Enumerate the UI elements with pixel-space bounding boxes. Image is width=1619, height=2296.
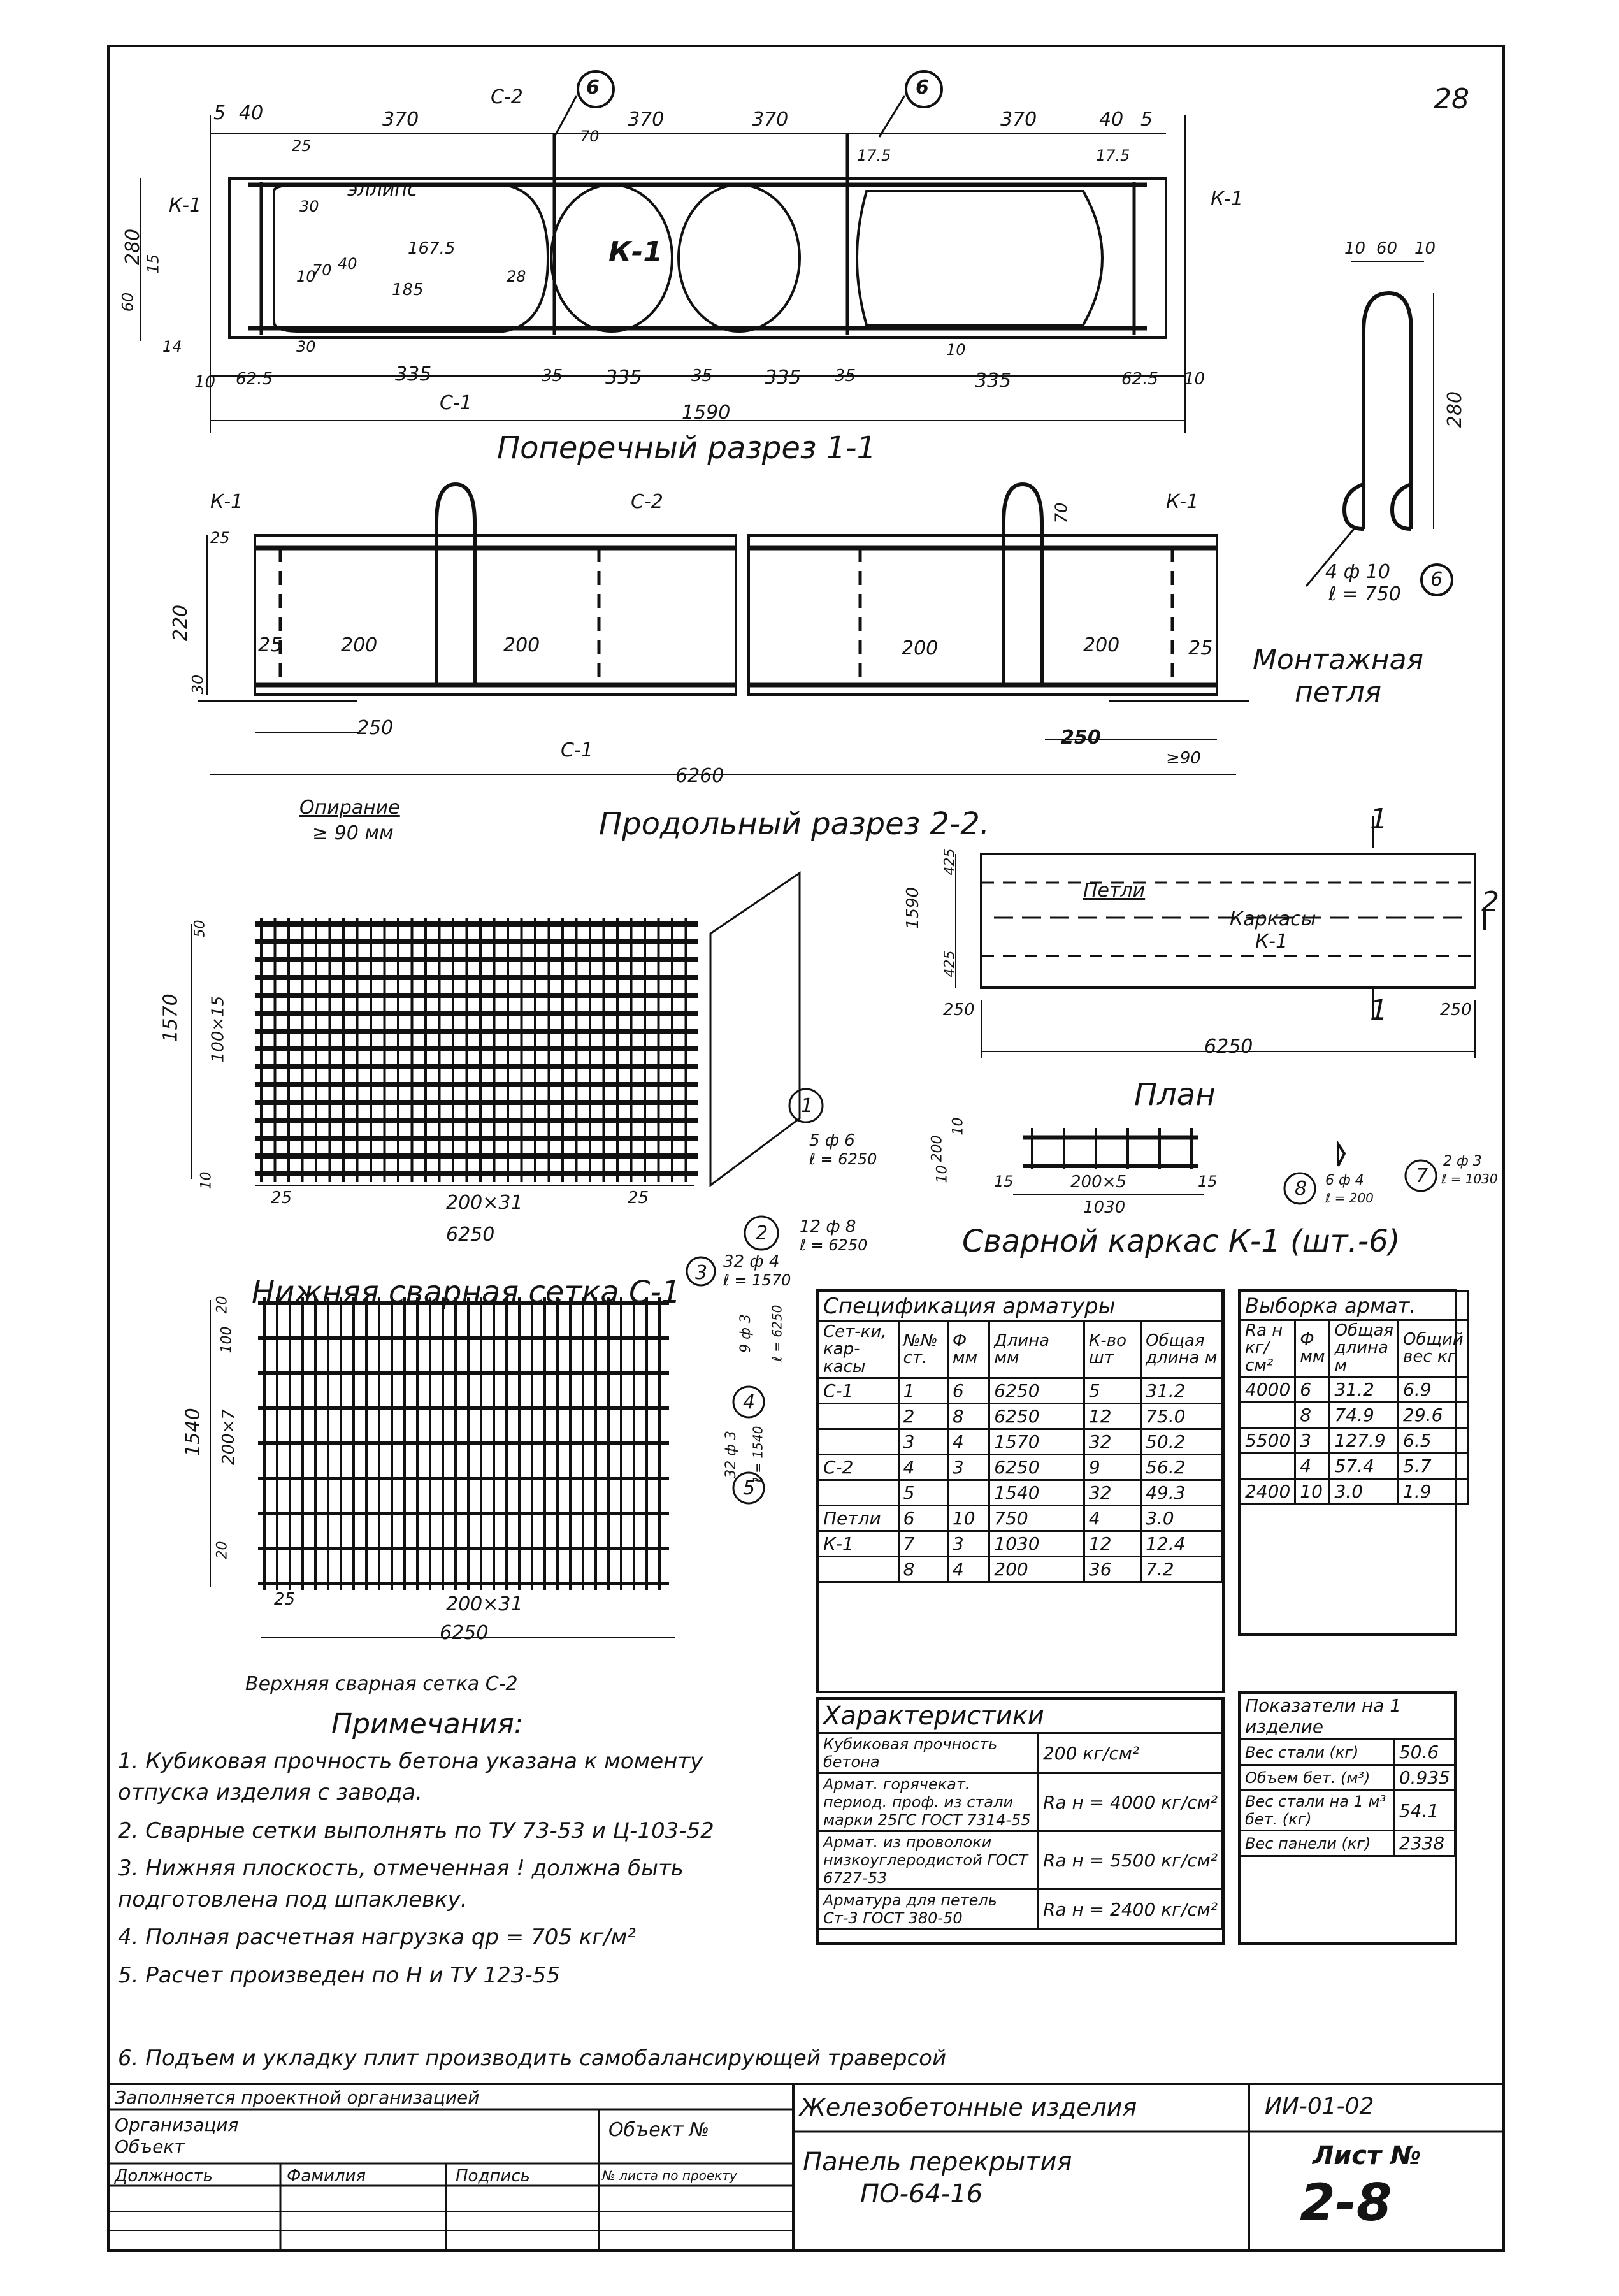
- label-ellipse: эллипс: [347, 178, 418, 201]
- mesh-c1-title: Нижняя сварная сетка С-1: [252, 1274, 681, 1310]
- spec-cell: 6250: [989, 1454, 1084, 1480]
- sel-cell: 74.9: [1330, 1402, 1399, 1427]
- loop-bar: 4 ф 10: [1325, 561, 1390, 583]
- spec-cell: 6250: [989, 1403, 1084, 1429]
- ind-cell: Вес панели (кг): [1241, 1831, 1395, 1856]
- support-label: Опирание: [299, 797, 400, 819]
- s22-dim-11: 250: [1061, 726, 1101, 749]
- sel-cell: 3: [1295, 1427, 1330, 1453]
- plan-dim-4: 250: [1440, 1000, 1472, 1020]
- spec-cell: 750: [989, 1505, 1084, 1531]
- char-row: [819, 1889, 1223, 1930]
- spec-cell: 2: [898, 1403, 947, 1429]
- char-cell: Rа н = 5500 кг/см²: [1038, 1831, 1222, 1889]
- plan-cut-1-top: 1: [1370, 803, 1388, 835]
- tb-object: Объект: [115, 2136, 185, 2157]
- dim-inner-12: 10: [946, 341, 966, 359]
- dim-bottom-4: 335: [605, 366, 642, 389]
- label-k1-center: К-1: [608, 236, 663, 268]
- dim-bottom-7: 35: [835, 366, 856, 386]
- plan-cut-1-bottom: 1: [1370, 994, 1388, 1027]
- dim-inner-8: 185: [392, 280, 424, 300]
- ind-cell: Вес стали (кг): [1241, 1740, 1395, 1765]
- ind-cell: 2338: [1394, 1831, 1455, 1856]
- spec-row: [819, 1403, 1223, 1429]
- dim-bottom-10: 10: [1184, 370, 1205, 389]
- spec-cell: К-1: [819, 1531, 899, 1556]
- ind-row: [1241, 1740, 1455, 1765]
- spec-cell: 3.0: [1141, 1505, 1223, 1531]
- spec-cell: 12: [1084, 1403, 1140, 1429]
- c1-callout-3-len: ℓ = 1570: [723, 1271, 791, 1289]
- loop-title: Монтажная петля: [1252, 644, 1424, 709]
- spec-cell: 7: [898, 1531, 947, 1556]
- ref-marker-6a: 6: [586, 76, 600, 99]
- ind-cell: Объем бет. (м³): [1241, 1765, 1395, 1791]
- ind-cell: Вес стали на 1 м³ бет. (кг): [1241, 1791, 1395, 1831]
- selection-table: [1239, 1290, 1469, 1505]
- spec-header-1: №№ ст.: [898, 1322, 947, 1378]
- c2-callout-4-len: ℓ = 6250: [769, 1304, 785, 1362]
- dim-bottom-9: 62.5: [1121, 370, 1158, 389]
- indicators-table: [1239, 1692, 1456, 1857]
- tb-mark: ПО-64-16: [860, 2179, 983, 2209]
- s22-dim-total: 6260: [675, 765, 724, 787]
- spec-cell: 4: [1084, 1505, 1140, 1531]
- indicators-title: Показатели на 1 изделие: [1241, 1693, 1455, 1740]
- loop-dim-0: 10: [1344, 239, 1366, 258]
- ind-row: [1241, 1791, 1455, 1831]
- spec-cell: [819, 1556, 899, 1582]
- c2-callout-4-text: 9 ф 3: [737, 1314, 754, 1353]
- section-2-2-title: Продольный разрез 2-2.: [599, 806, 990, 842]
- tb-filled-by: Заполняется проектной организацией: [115, 2087, 480, 2108]
- sel-cell: 127.9: [1330, 1427, 1399, 1453]
- spec-header-5: Общая длина м: [1141, 1322, 1223, 1378]
- spec-cell: 1: [898, 1378, 947, 1403]
- c1-callout-1-len: ℓ = 6250: [809, 1150, 877, 1168]
- spec-cell: С-2: [819, 1454, 899, 1480]
- loop-dim-2: 10: [1414, 239, 1436, 258]
- spec-cell: 3: [947, 1531, 989, 1556]
- sel-cell: 4000: [1241, 1376, 1295, 1402]
- k1-dim-1: 10: [950, 1117, 967, 1136]
- spec-cell: С-1: [819, 1378, 899, 1403]
- c2-dim-4: 20: [214, 1541, 231, 1559]
- spec-row: [819, 1429, 1223, 1454]
- plan-dim-3: 250: [943, 1000, 975, 1020]
- mesh-c2-graphic: [210, 1297, 764, 1638]
- loop-detail-graphic: [1306, 261, 1452, 595]
- spec-table: [817, 1290, 1223, 1583]
- sel-cell: 5.7: [1399, 1453, 1469, 1478]
- tb-sheet-value: 2-8: [1300, 2173, 1392, 2232]
- loop-dim-3: 280: [1444, 391, 1467, 428]
- char-cell: Rа н = 4000 кг/см²: [1038, 1773, 1222, 1831]
- sel-cell: [1241, 1402, 1295, 1427]
- k1-dim-4: 200×5: [1070, 1173, 1126, 1192]
- mesh-c1-graphic: [191, 873, 823, 1285]
- sel-cell: 57.4: [1330, 1453, 1399, 1478]
- char-row: [819, 1773, 1223, 1831]
- sel-cell: 5500: [1241, 1427, 1295, 1453]
- notes-title: Примечания:: [331, 1708, 524, 1740]
- spec-cell: 3: [947, 1454, 989, 1480]
- char-row: [819, 1831, 1223, 1889]
- c2-callout-5-text: 32 ф 3: [723, 1431, 739, 1478]
- spec-cell: [819, 1480, 899, 1505]
- spec-cell: 1540: [989, 1480, 1084, 1505]
- sel-cell: 6: [1295, 1376, 1330, 1402]
- c1-callout-2-len: ℓ = 6250: [800, 1236, 868, 1254]
- sel-cell: 10: [1295, 1478, 1330, 1504]
- spec-cell: 4: [947, 1556, 989, 1582]
- spec-header-2: Ф мм: [947, 1322, 989, 1378]
- sel-row: [1241, 1453, 1469, 1478]
- dim-top-4: 370: [752, 108, 789, 131]
- dim-side-0: 280: [122, 228, 145, 266]
- s22-dim-12: ≥90: [1166, 749, 1201, 768]
- ind-cell: 0.935: [1394, 1765, 1455, 1791]
- ind-row: [1241, 1765, 1455, 1791]
- spec-cell: 31.2: [1141, 1378, 1223, 1403]
- s22-dim-9: 70: [1052, 502, 1072, 524]
- spec-cell: [947, 1480, 989, 1505]
- dim-inner-0: 25: [292, 137, 312, 155]
- mesh-c2-title: Верхняя сварная сетка С-2: [245, 1673, 518, 1695]
- sel-header-1: Ф мм: [1295, 1320, 1330, 1377]
- sel-cell: 29.6: [1399, 1402, 1469, 1427]
- dim-side-3: 14: [162, 338, 182, 356]
- note-item-3: 3. Нижняя плоскость, отмеченная ! должна быть подготовлена под шпаклевку.: [118, 1855, 684, 1913]
- tb-surname: Фамилия: [287, 2167, 366, 2186]
- sel-cell: 3.0: [1330, 1478, 1399, 1504]
- dim-inner-4: 30: [299, 198, 319, 215]
- tb-product: Панель перекрытия: [803, 2148, 1072, 2177]
- sheet-number: 28: [1434, 83, 1469, 115]
- c2-dim-0: 20: [214, 1296, 231, 1314]
- s22-label-k1-right: К-1: [1166, 491, 1199, 513]
- k1-callout-8-num: 8: [1295, 1178, 1307, 1200]
- dim-bottom-6: 335: [765, 366, 802, 389]
- spec-header-4: К-во шт: [1084, 1322, 1140, 1378]
- spec-cell: 5: [1084, 1378, 1140, 1403]
- c1-callout-2-text: 12 ф 8: [800, 1217, 856, 1236]
- sel-row: [1241, 1427, 1469, 1453]
- sel-cell: 2400: [1241, 1478, 1295, 1504]
- tb-organization: Организация: [115, 2114, 239, 2135]
- plan-graphic: [956, 816, 1485, 1058]
- spec-cell: 3: [898, 1429, 947, 1454]
- characteristics-title: Характеристики: [819, 1700, 1223, 1733]
- dim-inner-10: 28: [507, 268, 526, 285]
- spec-cell: 4: [947, 1429, 989, 1454]
- c2-dim-1: 100: [219, 1326, 235, 1354]
- spec-cell: 32: [1084, 1480, 1140, 1505]
- label-k1-right: К-1: [1211, 188, 1244, 210]
- plan-label-loops: Петли: [1083, 879, 1146, 902]
- s22-dim-10: 250: [357, 717, 394, 739]
- k1-callout-7-text: 2 ф 3: [1443, 1153, 1482, 1169]
- s22-dim-2: 30: [189, 674, 207, 695]
- k1-dim-0: 200: [929, 1135, 946, 1162]
- spec-cell: 36: [1084, 1556, 1140, 1582]
- c1-dim-0: 50: [192, 920, 208, 938]
- sel-row: [1241, 1402, 1469, 1427]
- tb-series: ИИ-01-02: [1265, 2093, 1374, 2119]
- c2-callout-5-num: 5: [743, 1477, 756, 1499]
- spec-cell: 6: [947, 1378, 989, 1403]
- dim-top-6: 40: [1099, 108, 1124, 131]
- c2-dim-3: 200×7: [219, 1409, 238, 1465]
- dim-inner-5: 70: [312, 261, 332, 279]
- s22-dim-7: 200: [1083, 634, 1120, 656]
- dim-inner-11: 30: [296, 338, 316, 356]
- tb-object-no: Объект №: [608, 2119, 710, 2141]
- dim-inner-2: 17.5: [857, 147, 891, 164]
- loop-length: ℓ = 750: [1328, 583, 1401, 605]
- spec-cell: 50.2: [1141, 1429, 1223, 1454]
- sel-cell: 6.9: [1399, 1376, 1469, 1402]
- dim-bottom-5: 35: [691, 366, 713, 386]
- note-item-6: 6. Подъем и укладку плит производить самобалансирующей траверсой: [118, 2046, 947, 2071]
- ind-cell: 50.6: [1394, 1740, 1455, 1765]
- spec-header-0: Сет-ки, кар-касы: [819, 1322, 899, 1378]
- ind-cell: 54.1: [1394, 1791, 1455, 1831]
- dim-bottom-8: 335: [975, 370, 1012, 392]
- c1-dim-4: 25: [271, 1188, 292, 1208]
- char-cell: Кубиковая прочность бетона: [819, 1733, 1039, 1773]
- char-cell: Арматура для петель Ст-3 ГОСТ 380-50: [819, 1889, 1039, 1930]
- frame-k1-title: Сварной каркас К-1 (шт.-6): [962, 1224, 1400, 1259]
- dim-top-0: 5: [213, 102, 226, 124]
- k1-callout-7-len: ℓ = 1030: [1441, 1171, 1498, 1187]
- note-item-5: 5. Расчет произведен по Н и ТУ 123-55: [118, 1962, 560, 1988]
- plan-label-k1: К-1: [1255, 930, 1288, 953]
- spec-cell: 75.0: [1141, 1403, 1223, 1429]
- k1-dim-6: 1030: [1083, 1198, 1126, 1217]
- dim-top-5: 370: [1000, 108, 1037, 131]
- spec-cell: 32: [1084, 1429, 1140, 1454]
- c1-callout-1-num: 1: [801, 1095, 814, 1117]
- spec-cell: 56.2: [1141, 1454, 1223, 1480]
- tb-signature: Подпись: [456, 2167, 530, 2186]
- dim-inner-9: 10: [296, 268, 316, 285]
- c1-callout-3-num: 3: [695, 1262, 708, 1284]
- char-cell: Rа н = 2400 кг/см²: [1038, 1889, 1222, 1930]
- sel-header-0: Rа н кг/см²: [1241, 1320, 1295, 1377]
- plan-cut-2: 2: [1481, 886, 1499, 918]
- k1-dim-5: 15: [1198, 1173, 1218, 1190]
- char-cell: Армат. из проволоки низкоуглеродистой ГОСТ 6727-53: [819, 1831, 1039, 1889]
- c1-callout-3-text: 32 ф 4: [723, 1252, 780, 1271]
- dim-inner-3: 17.5: [1096, 147, 1130, 164]
- spec-cell: [819, 1403, 899, 1429]
- char-cell: 200 кг/см²: [1038, 1733, 1222, 1773]
- spec-cell: 200: [989, 1556, 1084, 1582]
- dim-side-1: 60: [119, 292, 137, 312]
- spec-row: [819, 1531, 1223, 1556]
- ref-marker-6b: 6: [916, 76, 929, 99]
- loop-dim-1: 60: [1376, 239, 1398, 258]
- sel-cell: 1.9: [1399, 1478, 1469, 1504]
- plan-title: План: [1134, 1077, 1216, 1113]
- ind-row: [1241, 1831, 1455, 1856]
- spec-cell: 49.3: [1141, 1480, 1223, 1505]
- plan-dim-1: 1590: [903, 886, 923, 930]
- tb-category: Железобетонные изделия: [800, 2093, 1137, 2121]
- s22-label-c1: С-1: [561, 739, 593, 762]
- spec-row: [819, 1480, 1223, 1505]
- c1-callout-2-num: 2: [756, 1222, 768, 1245]
- support-value: ≥ 90 мм: [312, 822, 394, 844]
- spec-cell: 1030: [989, 1531, 1084, 1556]
- note-item-1: 1. Кубиковая прочность бетона указана к моменту отпуска изделия с завода.: [118, 1749, 703, 1806]
- plan-label-frames: Каркасы: [1230, 908, 1316, 930]
- dim-total-1590: 1590: [682, 401, 731, 424]
- s22-label-k1-left: К-1: [210, 491, 243, 513]
- dim-bottom-0: 10: [194, 373, 216, 392]
- sel-header-3: Общий вес кг: [1399, 1320, 1469, 1377]
- sel-row: [1241, 1478, 1469, 1504]
- spec-cell: 1570: [989, 1429, 1084, 1454]
- c1-dim-2: 100×15: [208, 995, 228, 1063]
- spec-header-3: Длина мм: [989, 1322, 1084, 1378]
- dim-top-1: 40: [239, 102, 264, 124]
- dim-top-3: 370: [628, 108, 665, 131]
- selection-table-title: Выборка армат.: [1241, 1292, 1469, 1320]
- k1-dim-2: 10: [934, 1165, 951, 1183]
- s22-dim-8: 25: [1188, 637, 1213, 660]
- dim-top-7: 5: [1140, 108, 1153, 131]
- section-1-1-title: Поперечный разрез 1-1: [497, 430, 877, 466]
- spec-cell: 4: [898, 1454, 947, 1480]
- c2-dim-2: 1540: [182, 1408, 205, 1457]
- spec-cell: 12.4: [1141, 1531, 1223, 1556]
- characteristics-table: [817, 1698, 1223, 1930]
- spec-cell: 10: [947, 1505, 989, 1531]
- c2-dim-5: 25: [274, 1590, 296, 1609]
- sel-cell: 31.2: [1330, 1376, 1399, 1402]
- spec-cell: 6: [898, 1505, 947, 1531]
- label-c2: С-2: [491, 86, 523, 108]
- spec-row: [819, 1454, 1223, 1480]
- c2-callout-5-len: ℓ = 1540: [750, 1426, 766, 1483]
- label-c1: С-1: [440, 392, 472, 414]
- dim-inner-1: 70: [580, 127, 600, 145]
- spec-cell: 12: [1084, 1531, 1140, 1556]
- k1-callout-8-len: ℓ = 200: [1325, 1190, 1374, 1206]
- s22-dim-1: 220: [169, 604, 192, 642]
- c1-callout-1-text: 5 ф 6: [809, 1131, 855, 1150]
- label-k1-left: К-1: [169, 194, 202, 217]
- c1-dim-5: 200×31: [446, 1192, 523, 1214]
- tb-sheet-of-project: № листа по проекту: [602, 2168, 737, 2183]
- spec-cell: Петли: [819, 1505, 899, 1531]
- tb-position: Должность: [115, 2167, 213, 2186]
- spec-cell: 7.2: [1141, 1556, 1223, 1582]
- s22-dim-3: 25: [258, 634, 283, 656]
- dim-inner-7: 167.5: [408, 239, 456, 258]
- sel-cell: 4: [1295, 1453, 1330, 1478]
- sel-cell: [1241, 1453, 1295, 1478]
- spec-row: [819, 1556, 1223, 1582]
- k1-callout-8-text: 6 ф 4: [1325, 1173, 1364, 1188]
- c1-dim-7: 6250: [446, 1224, 495, 1246]
- dim-bottom-2: 335: [395, 363, 432, 386]
- spec-cell: [819, 1429, 899, 1454]
- spec-row: [819, 1378, 1223, 1403]
- dim-bottom-3: 35: [542, 366, 563, 386]
- plan-dim-total: 6250: [1204, 1036, 1253, 1058]
- c2-dim-7: 6250: [440, 1622, 489, 1644]
- s22-dim-6: 200: [902, 637, 939, 660]
- s22-label-c2: С-2: [631, 491, 663, 513]
- spec-cell: 9: [1084, 1454, 1140, 1480]
- sel-cell: 8: [1295, 1402, 1330, 1427]
- sel-header-2: Общая длина м: [1330, 1320, 1399, 1377]
- c1-dim-1: 1570: [159, 993, 182, 1043]
- char-cell: Армат. горячекат. период. проф. из стали марки 25ГС ГОСТ 7314-55: [819, 1773, 1039, 1831]
- c1-dim-6: 25: [628, 1188, 649, 1208]
- plan-dim-0: 425: [942, 848, 958, 876]
- loop-ref: 6: [1430, 568, 1443, 591]
- s22-dim-0: 25: [210, 529, 230, 547]
- notes-list: [118, 1746, 800, 1998]
- k1-callout-7-num: 7: [1416, 1165, 1428, 1187]
- c2-callout-4-num: 4: [743, 1391, 756, 1413]
- dim-bottom-1: 62.5: [236, 370, 273, 389]
- plan-dim-2: 425: [942, 950, 958, 978]
- note-item-4: 4. Полная расчетная нагрузка qр = 705 кг/м²: [118, 1924, 636, 1951]
- c2-dim-6: 200×31: [446, 1593, 523, 1615]
- s22-dim-4: 200: [341, 634, 378, 656]
- spec-cell: 5: [898, 1480, 947, 1505]
- tb-sheet-label: Лист №: [1313, 2141, 1421, 2170]
- s22-dim-5: 200: [503, 634, 540, 656]
- spec-cell: 6250: [989, 1378, 1084, 1403]
- spec-row: [819, 1505, 1223, 1531]
- char-row: [819, 1733, 1223, 1773]
- spec-table-title: Спецификация арматуры: [819, 1292, 1223, 1322]
- dim-side-2: 15: [144, 254, 162, 274]
- sel-row: [1241, 1376, 1469, 1402]
- dim-inner-6: 40: [338, 255, 357, 273]
- spec-cell: 8: [947, 1403, 989, 1429]
- spec-cell: 8: [898, 1556, 947, 1582]
- k1-dim-3: 15: [994, 1173, 1014, 1190]
- dim-top-2: 370: [382, 108, 419, 131]
- sel-cell: 6.5: [1399, 1427, 1469, 1453]
- c1-dim-3: 10: [198, 1171, 215, 1190]
- note-item-2: 2. Сварные сетки выполнять по ТУ 73-53 и Ц-103-52: [118, 1817, 714, 1844]
